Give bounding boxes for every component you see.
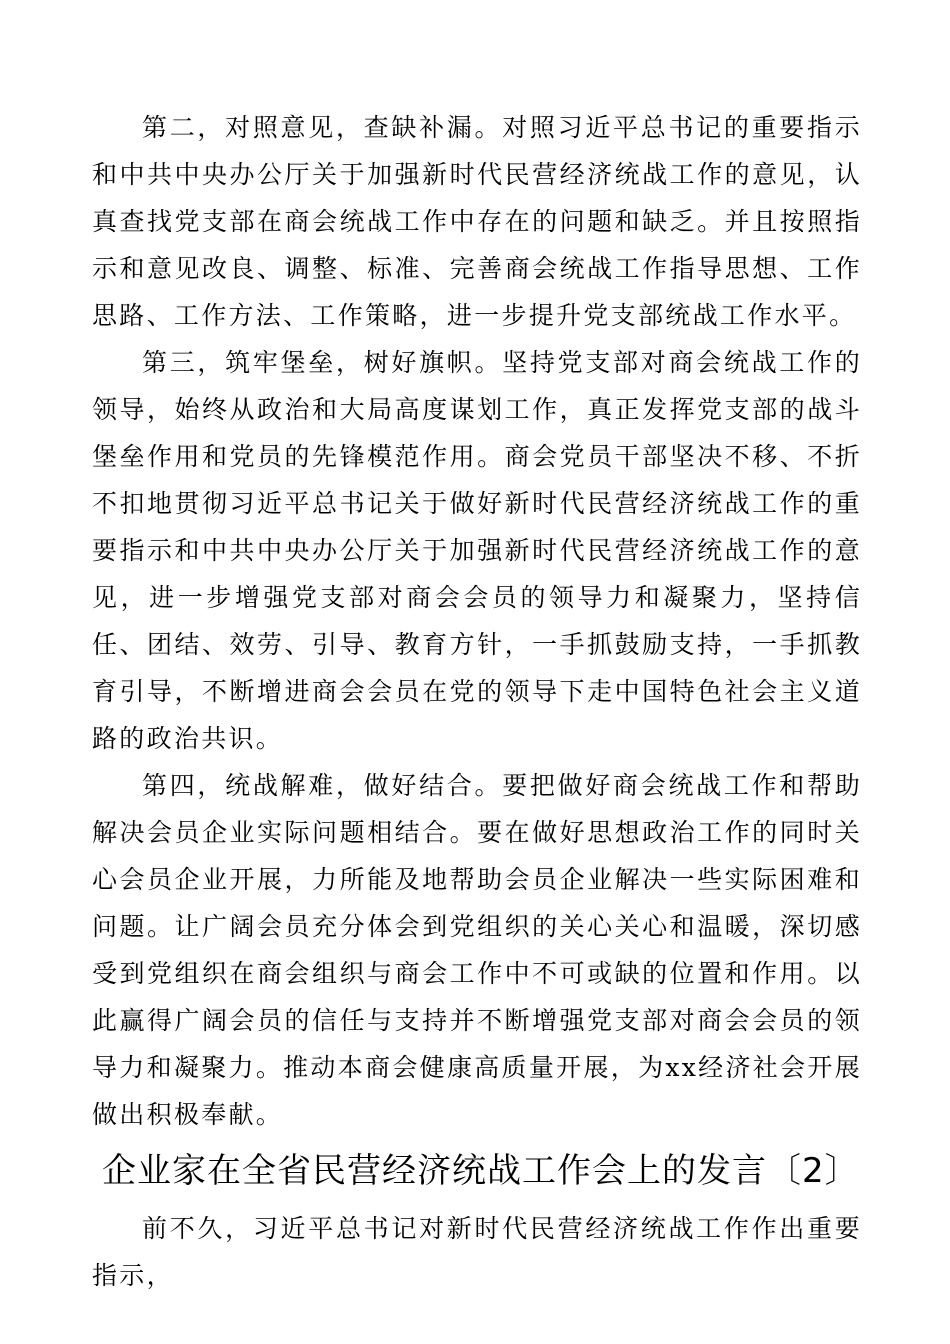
section-heading: 企业家在全省民营经济统战工作会上的发言〔2〕 — [102, 1151, 860, 1191]
document-body — [92, 104, 862, 1299]
paragraph-third-point: 第三，筑牢堡垒，树好旗帜。坚持党支部对商会统战工作的领导，始终从政治和大局高度谋划工作，真正发挥党支部的战斗堡垒作用和党员的先锋模范作用。商会党员干部坚决不移、不折不扣地贯彻习近平总书记关于做好新时代民营经济统战工作的重要指示和中共中央办公厅关于加强新时代民营经济统战工作的意见，进一步增强党支部对商会会员的领导力和凝聚力，坚持信任、团结、效劳、引导、教育方针，一手抓鼓励支持，一手抓教育引导，不断增进商会会员在党的领导下走中国特色社会主义道路的政治共识。 — [92, 348, 862, 753]
paragraph-opening: 前不久，习近平总书记对新时代民营经济统战工作作出重要指示， — [92, 1214, 862, 1290]
paragraph-fourth-point: 第四，统战解难，做好结合。要把做好商会统战工作和帮助解决会员企业实际问题相结合。要在做好思想政治工作的同时关心会员企业开展，力所能及地帮助会员企业解决一些实际困难和问题。让广阔会员充分体会到党组织的关心关心和温暖，深切感受到党组织在商会组织与商会工作中不可或缺的位置和作用。以此赢得广阔会员的信任与支持并不断增强党支部对商会会员的领导力和凝聚力。推动本商会健康高质量开展，为xx经济社会开展做出积极奉献。 — [92, 771, 862, 1129]
paragraph-second-point: 第二，对照意见，查缺补漏。对照习近平总书记的重要指示和中共中央办公厅关于加强新时代民营经济统战工作的意见，认真查找党支部在商会统战工作中存在的问题和缺乏。并且按照指示和意见改良、调整、标准、完善商会统战工作指导思想、工作思路、工作方法、工作策略，进一步提升党支部统战工作水平。 — [92, 113, 862, 330]
